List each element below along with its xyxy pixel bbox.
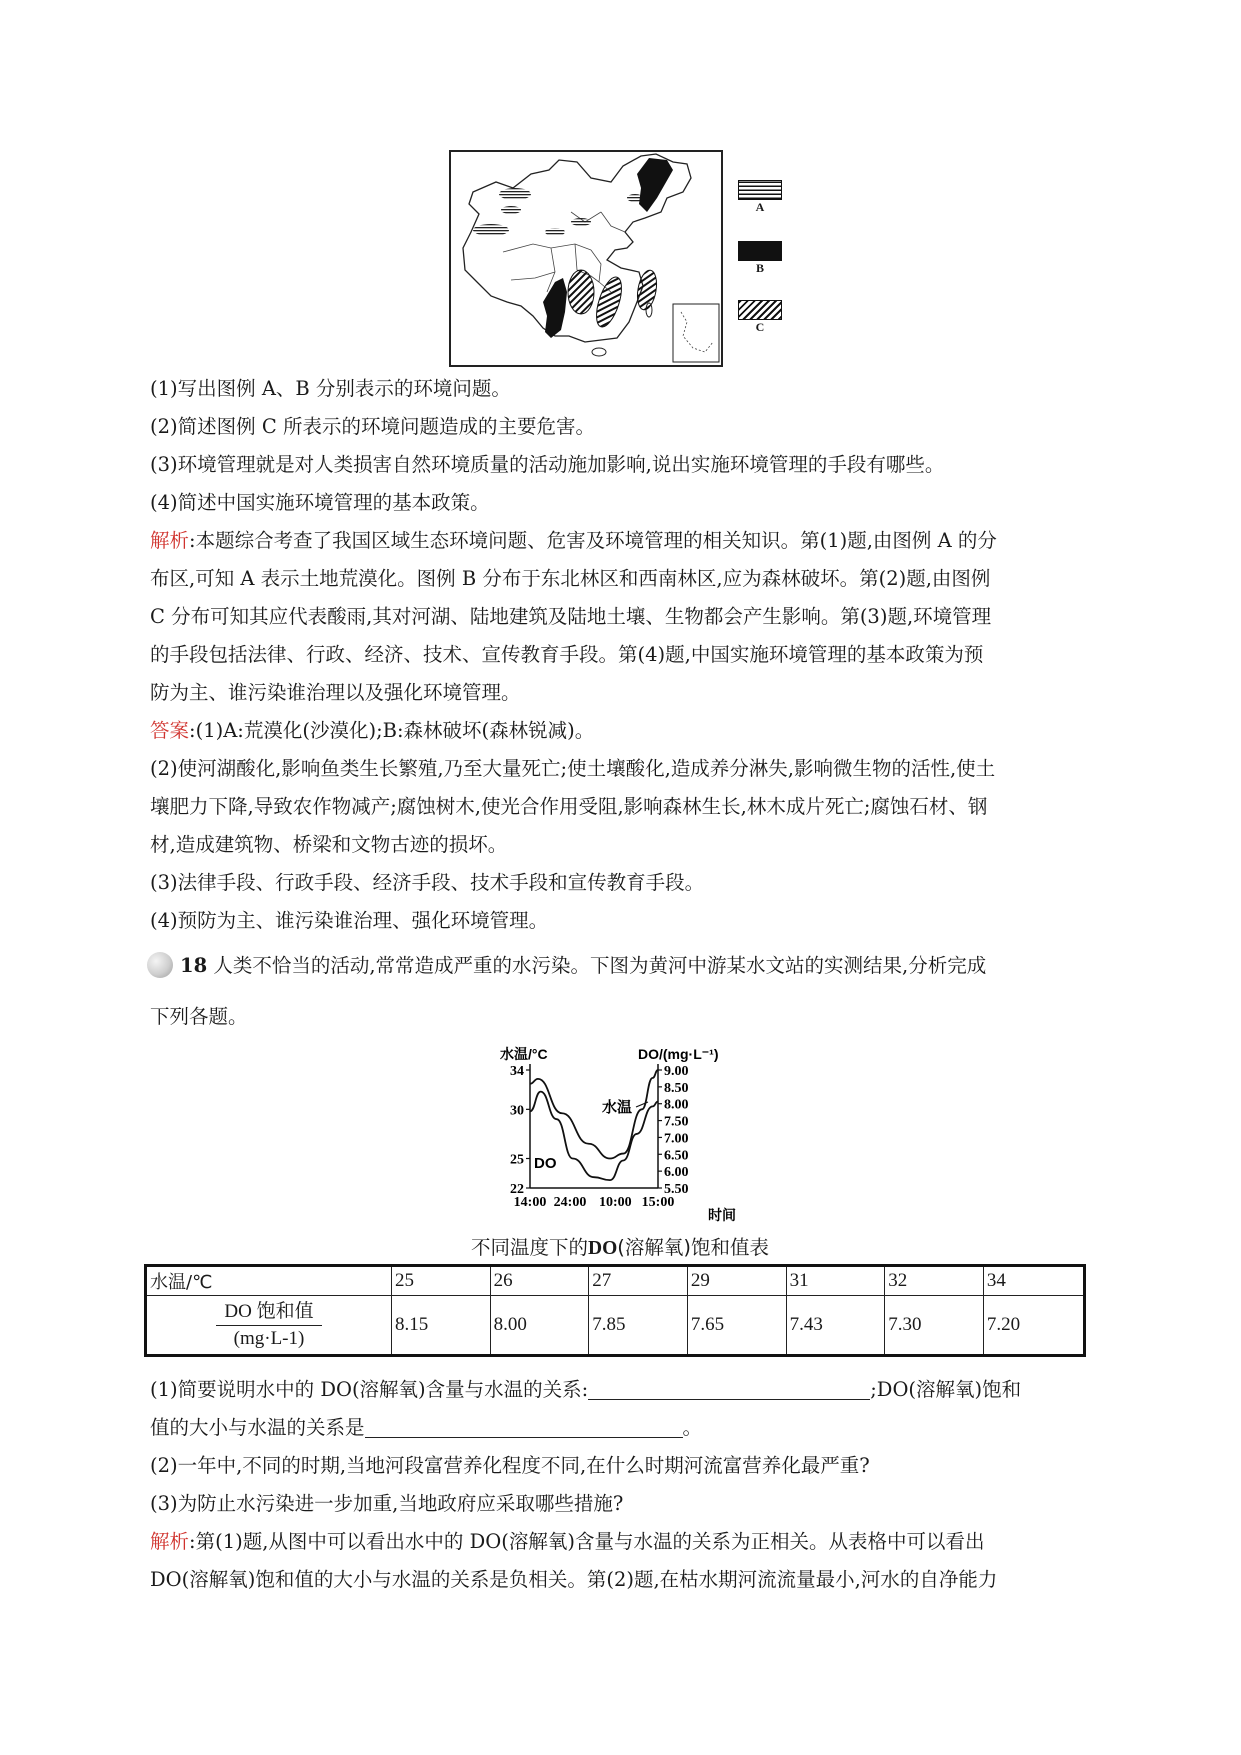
- series-line-water-temp: [530, 1070, 658, 1159]
- table-cell: 7.30: [885, 1296, 984, 1356]
- table-cell: 8.00: [490, 1296, 589, 1356]
- q17-analysis-label: 解析: [150, 529, 190, 552]
- q17-answer-line-6: (4)预防为主、谁污染谁治理、强化环境管理。: [150, 909, 549, 932]
- q17-analysis-line-2: 布区,可知 A 表示土地荒漠化。图例 B 分布于东北林区和西南林区,应为森林破坏。第(2)题,由图例: [150, 567, 991, 590]
- legend-c-label: C: [755, 320, 765, 334]
- do-table-title: 不同温度下的DO(溶解氧)饱和值表: [471, 1236, 769, 1259]
- right-tick-label: 6.50: [664, 1148, 689, 1164]
- q17-answer-line-2: (2)使河湖酸化,影响鱼类生长繁殖,乃至大量死亡;使土壤酸化,造成养分淋失,影响微生物的活性,使土: [150, 757, 996, 780]
- chart-x-axis-label: 时间: [708, 1208, 736, 1224]
- legend-b-swatch: [738, 241, 782, 261]
- series-label-water-temp: 水温: [602, 1098, 633, 1116]
- table-row-do-value: [146, 1296, 1085, 1356]
- table-cell-temp-label: 水温/℃: [146, 1266, 392, 1296]
- x-tick-label: 24:00: [553, 1195, 587, 1210]
- legend-a-region: [499, 188, 531, 200]
- table-cell: 29: [687, 1266, 786, 1296]
- legend-a-swatch: [738, 180, 782, 200]
- q17-question-1: (1)写出图例 A、B 分别表示的环境问题。: [150, 377, 511, 400]
- q17-question-2: (2)简述图例 C 所表示的环境问题造成的主要危害。: [150, 415, 595, 438]
- q18-question-1-line-2: 值的大小与水温的关系是 。: [150, 1416, 703, 1439]
- answer-blank-2[interactable]: [365, 1415, 683, 1438]
- legend-a-label: A: [755, 200, 765, 214]
- left-tick-label: 34: [510, 1064, 524, 1079]
- q17-analysis-line-5: 防为主、谁污染谁治理以及强化环境管理。: [150, 681, 521, 704]
- q18-analysis-line-1: 解析:第(1)题,从图中可以看出水中的 DO(溶解氧)含量与水温的关系为正相关。从表格中可以看出: [150, 1530, 985, 1553]
- right-tick-label: 8.00: [664, 1097, 689, 1113]
- legend-c-region: [568, 270, 594, 314]
- q18-question-3: (3)为防止水污染进一步加重,当地政府应采取哪些措施?: [150, 1492, 624, 1515]
- right-tick-label: 5.50: [664, 1182, 689, 1197]
- table-cell: 31: [786, 1266, 885, 1296]
- table-cell-do-label: DO 饱和值 (mg·L-1): [146, 1296, 392, 1356]
- table-cell: 26: [490, 1266, 589, 1296]
- table-cell: 34: [983, 1266, 1084, 1296]
- question-badge-icon: [147, 952, 173, 978]
- legend-a: [735, 180, 785, 215]
- q18-analysis-label: 解析: [150, 1530, 190, 1553]
- legend-b-region-northeast: [637, 158, 673, 212]
- x-tick-label: 10:00: [598, 1195, 632, 1210]
- q18-number: 18: [180, 954, 208, 977]
- table-cell: 7.43: [786, 1296, 885, 1356]
- q17-answer-line-1: 答案:(1)A:荒漠化(沙漠化);B:森林破坏(森林锐减)。: [150, 719, 595, 742]
- q17-analysis-line-1: 解析:本题综合考查了我国区域生态环境问题、危害及环境管理的相关知识。第(1)题,由图例 A 的分: [150, 529, 997, 552]
- china-map-drawing: [451, 152, 721, 365]
- q18-question-1-line-1: (1)简要说明水中的 DO(溶解氧)含量与水温的关系: ;DO(溶解氧)饱和: [150, 1378, 1022, 1401]
- legend-b: [735, 241, 785, 276]
- x-tick-label: 15:00: [641, 1195, 675, 1210]
- q17-analysis-line-3: C 分布可知其应代表酸雨,其对河湖、陆地建筑及陆地土壤、生物都会产生影响。第(3)题,环境管理: [150, 605, 992, 628]
- q17-question-4: (4)简述中国实施环境管理的基本政策。: [150, 491, 490, 514]
- table-cell: 7.20: [983, 1296, 1084, 1356]
- table-cell: 25: [392, 1266, 491, 1296]
- right-tick-label: 7.00: [664, 1131, 689, 1147]
- right-tick-label: 9.00: [664, 1064, 689, 1079]
- legend-b-label: B: [755, 261, 764, 275]
- right-tick-label: 6.00: [664, 1165, 689, 1181]
- q17-analysis-line-4: 的手段包括法律、行政、经济、技术、宣传教育手段。第(4)题,中国实施环境管理的基本政策为预: [150, 643, 984, 666]
- chart-right-axis-label: DO/(mg·L⁻¹): [638, 1046, 719, 1062]
- series-label-leader: [636, 1102, 648, 1107]
- q18-analysis-line-2: DO(溶解氧)饱和值的大小与水温的关系是负相关。第(2)题,在枯水期河流流量最小,河水的自净能力: [150, 1568, 998, 1591]
- right-tick-label: 7.50: [664, 1114, 689, 1130]
- legend-c: [735, 300, 785, 335]
- q17-answer-line-4: 材,造成建筑物、桥梁和文物古迹的损坏。: [150, 833, 508, 856]
- right-tick-label: 8.50: [664, 1080, 689, 1096]
- q17-question-3: (3)环境管理就是对人类损害自然环境质量的活动施加影响,说出实施环境管理的手段有哪些。: [150, 453, 945, 476]
- x-tick-label: 14:00: [513, 1195, 547, 1210]
- left-tick-label: 22: [510, 1182, 524, 1197]
- legend-b-region-southwest: [543, 278, 567, 338]
- table-cell: 32: [885, 1266, 984, 1296]
- q18-intro-line-2: 下列各题。: [150, 1005, 248, 1028]
- china-environment-map: [449, 150, 723, 367]
- chart-left-axis-label: 水温/°C: [500, 1046, 548, 1062]
- q17-answer-label: 答案: [150, 719, 190, 742]
- legend-c-swatch: [738, 300, 782, 320]
- q18-intro-line-1: 18 人类不恰当的活动,常常造成严重的水污染。下图为黄河中游某水文站的实测结果,分析完成: [180, 954, 987, 977]
- q18-question-2: (2)一年中,不同的时期,当地河段富营养化程度不同,在什么时期河流富营养化最严重?: [150, 1454, 870, 1477]
- left-tick-label: 25: [510, 1152, 524, 1168]
- map-legend: [735, 180, 785, 340]
- q17-answer-line-3: 壤肥力下降,导致农作物减产;腐蚀树木,使光合作用受阻,影响森林生长,林木成片死亡;腐蚀石材、钢: [150, 795, 988, 818]
- table-cell: 7.65: [687, 1296, 786, 1356]
- q17-answer-line-5: (3)法律手段、行政手段、经济手段、技术手段和宣传教育手段。: [150, 871, 705, 894]
- series-label-do: DO: [534, 1155, 557, 1172]
- table-cell: 8.15: [392, 1296, 491, 1356]
- table-cell: 27: [589, 1266, 688, 1296]
- south-china-sea-inset: [673, 304, 719, 362]
- water-temp-do-chart: [490, 1040, 750, 1225]
- table-cell: 7.85: [589, 1296, 688, 1356]
- do-saturation-table: [144, 1264, 1086, 1357]
- answer-blank-1[interactable]: [588, 1377, 870, 1400]
- table-row-temperature: [146, 1266, 1085, 1296]
- left-tick-label: 30: [510, 1103, 524, 1119]
